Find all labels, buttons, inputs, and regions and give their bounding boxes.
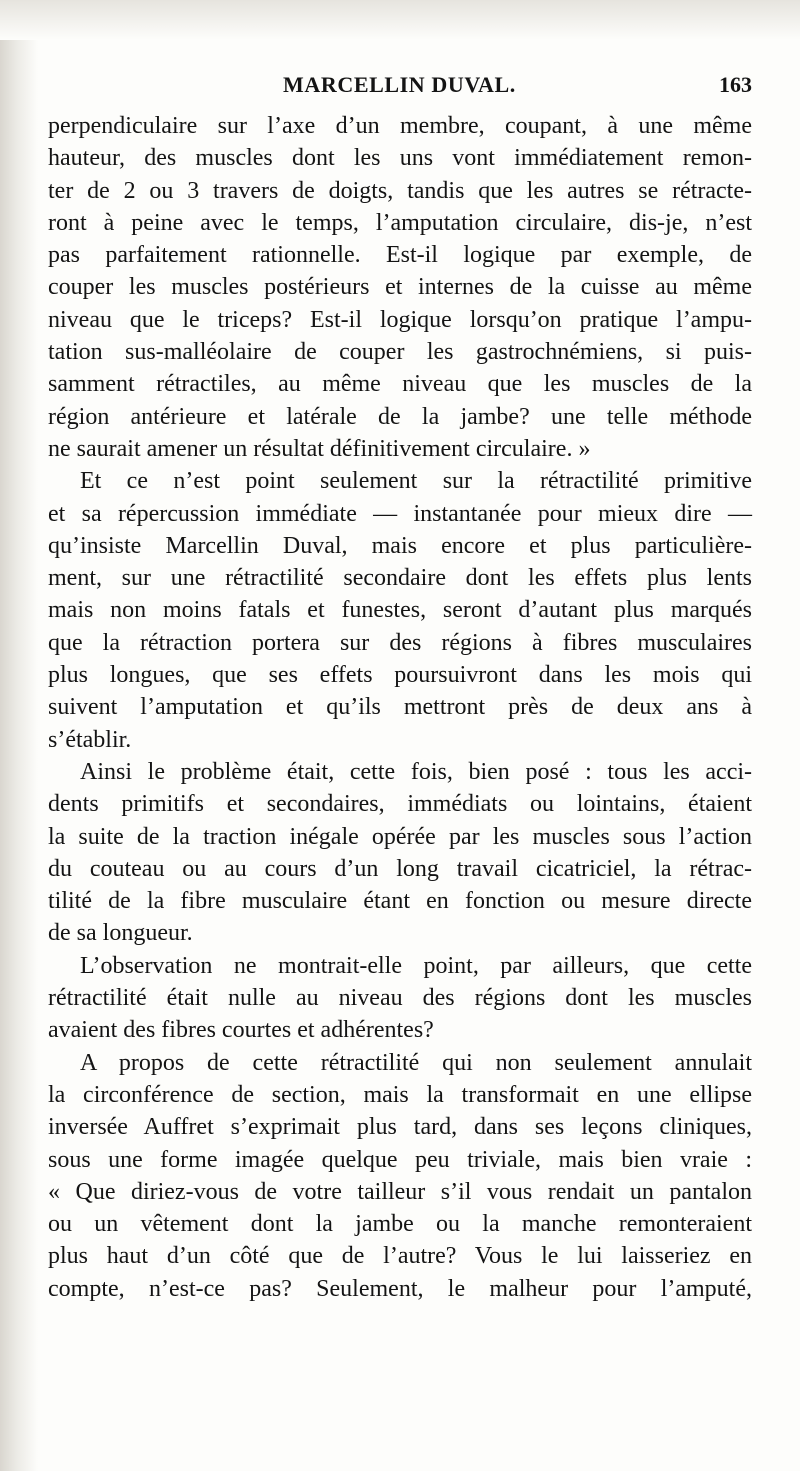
page-shadow-edge — [0, 0, 38, 1471]
text-line: ou un vêtement dont la jambe ou la manche remonteraient — [48, 1211, 752, 1238]
text-line: suivent l’amputation et qu’ils mettront près de deux ans à — [48, 694, 752, 721]
text-line: s’établir. — [48, 726, 132, 753]
text-line: L’observation ne montrait-elle point, par ailleurs, que cette — [80, 952, 752, 979]
text-line: compte, n’est-ce pas? Seulement, le malheur pour l’amputé, — [48, 1275, 752, 1302]
text-line: de sa longueur. — [48, 920, 193, 947]
text-line: la suite de la traction inégale opérée par les muscles sous l’action — [48, 823, 752, 850]
text-line: sous une forme imagée quelque peu triviale, mais bien vraie : — [48, 1146, 752, 1173]
running-head: MARCELLIN DUVAL. — [283, 72, 516, 97]
page-header — [48, 72, 752, 104]
paragraph-2 — [48, 465, 752, 756]
text-line: région antérieure et latérale de la jambe? une telle méthode — [48, 403, 752, 430]
paragraph-3 — [48, 756, 752, 950]
text-line: mais non moins fatals et funestes, seront d’autant plus marqués — [48, 597, 752, 624]
text-line: avaient des fibres courtes et adhérentes? — [48, 1017, 434, 1044]
text-line: pas parfaitement rationnelle. Est-il logique par exemple, de — [48, 242, 752, 269]
text-line: ter de 2 ou 3 travers de doigts, tandis que les autres se rétracte- — [48, 177, 752, 204]
text-line: Et ce n’est point seulement sur la rétractilité primitive — [80, 468, 752, 495]
text-line: perpendiculaire sur l’axe d’un membre, coupant, à une même — [48, 113, 752, 139]
text-line: ment, sur une rétractilité secondaire dont les effets plus lents — [48, 565, 752, 592]
body-text — [48, 110, 752, 1305]
text-line: hauteur, des muscles dont les uns vont immédiatement remon- — [48, 145, 752, 172]
text-line: qu’insiste Marcellin Duval, mais encore et plus particulière- — [48, 532, 752, 559]
text-line: plus longues, que ses effets poursuivront dans les mois qui — [48, 662, 752, 689]
text-line: du couteau ou au cours d’un long travail cicatriciel, la rétrac- — [48, 855, 752, 882]
text-line: ront à peine avec le temps, l’amputation circulaire, dis-je, n’est — [48, 209, 752, 236]
text-line: ne saurait amener un résultat définitivement circulaire. » — [48, 435, 591, 462]
text-line: tation sus-malléolaire de couper les gastrochnémiens, si puis- — [48, 339, 752, 366]
paragraph-5 — [48, 1047, 752, 1305]
text-line: niveau que le triceps? Est-il logique lorsqu’on pratique l’ampu- — [48, 306, 752, 333]
text-line: que la rétraction portera sur des régions à fibres musculaires — [48, 629, 752, 656]
text-line: Ainsi le problème était, cette fois, bien posé : tous les acci- — [80, 758, 752, 785]
text-line: samment rétractiles, au même niveau que les muscles de la — [48, 371, 752, 398]
text-line: « Que diriez-vous de votre tailleur s’il vous rendait un pantalon — [48, 1178, 752, 1205]
text-line: tilité de la fibre musculaire étant en fonction ou mesure directe — [48, 888, 752, 915]
page-shadow-top — [0, 0, 800, 40]
text-line: et sa répercussion immédiate — instantanée pour mieux dire — — [48, 500, 752, 527]
paragraph-4 — [48, 950, 752, 1047]
text-line: couper les muscles postérieurs et internes de la cuisse au même — [48, 274, 752, 301]
text-line: dents primitifs et secondaires, immédiats ou lointains, étaient — [48, 791, 752, 818]
paragraph-1 — [48, 110, 752, 465]
text-line: la circonférence de section, mais la transformait en une ellipse — [48, 1081, 752, 1108]
text-line: rétractilité était nulle au niveau des régions dont les muscles — [48, 985, 752, 1012]
text-line: plus haut d’un côté que de l’autre? Vous le lui laisseriez en — [48, 1243, 752, 1270]
text-line: inversée Auffret s’exprimait plus tard, dans ses leçons cliniques, — [48, 1114, 752, 1141]
text-line: A propos de cette rétractilité qui non seulement annulait — [80, 1049, 752, 1076]
page-number: 163 — [719, 72, 752, 97]
